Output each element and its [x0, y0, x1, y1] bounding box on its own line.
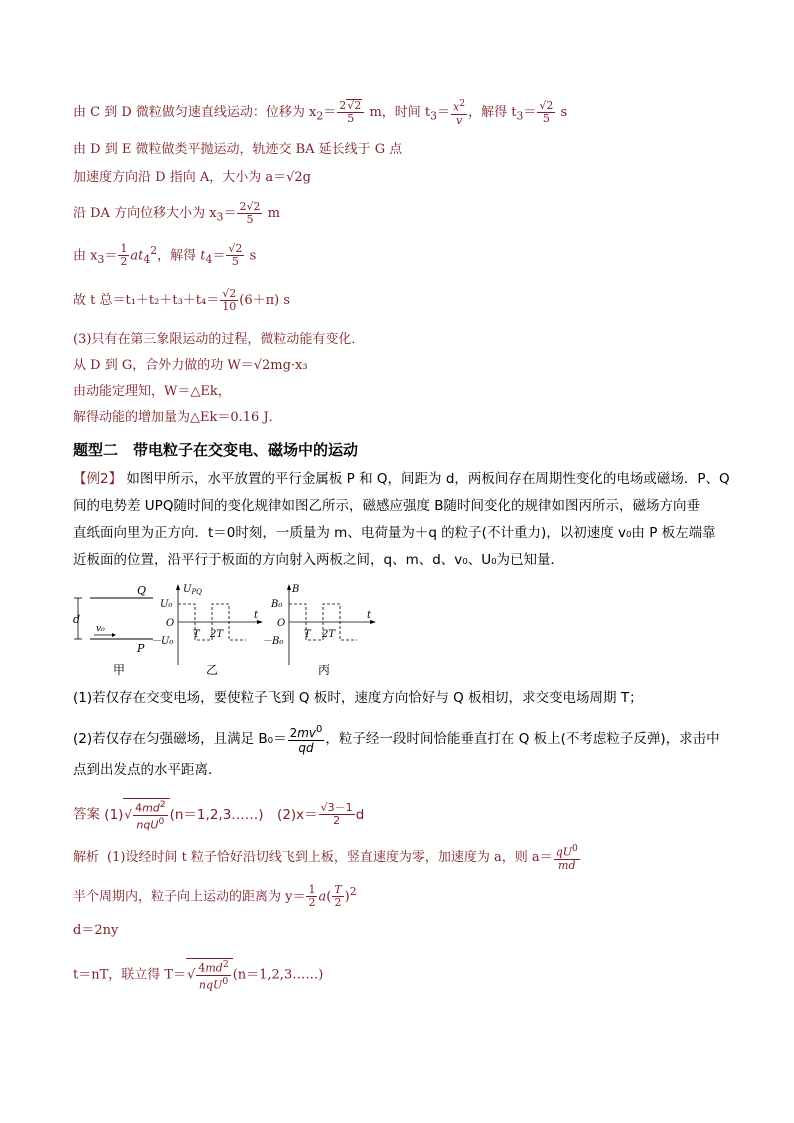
example-tag: 【例2】 — [73, 471, 123, 487]
figures — [68, 580, 388, 682]
section-title: 题型二 带电粒子在交变电、磁场中的运动 — [73, 441, 359, 459]
solution-line-2: 由 D 到 E 微粒做类平抛运动，轨迹交 BA 延长线于 G 点 — [73, 142, 403, 157]
answer-label: 答案 — [73, 806, 100, 823]
solution-line-9: 由动能定理知，W＝△Ek， — [73, 384, 231, 399]
label-jia: 甲 — [113, 663, 126, 677]
analysis-label: 解析 — [73, 849, 100, 865]
label-yi: 乙 — [206, 663, 219, 677]
analysis-line-1: 解析 (1)设经时间 t 粒子恰好沿切线飞到上板，竖直速度为零，加速度为 a，则 a＝ $\frac{qU^0}{md}$ — [73, 843, 578, 872]
solution-line-8: 从 D 到 G，合外力做的功 W＝√2mg·x₃ — [73, 358, 308, 373]
analysis-line-3: d＝2ny — [73, 923, 119, 938]
question-1: (1)若仅存在交变电场，要使粒子飞到 Q 板时，速度方向恰好与 Q 板相切，求交变电场周期 T； — [73, 690, 643, 706]
label-t-yi: t — [254, 610, 259, 621]
solution-line-5: 由 $x_3=$ $\frac{1}{2}$ $at_4^2$，解得 $t_4=$ $\frac{√2}{5}$ s — [73, 242, 257, 269]
label-B: B — [292, 584, 300, 595]
label-O-bing: O — [277, 618, 286, 629]
label-negU0: －U₀ — [151, 636, 174, 647]
label-B0: B₀ — [271, 599, 283, 610]
figure-jia — [73, 584, 153, 677]
label-v0: v₀ — [96, 624, 105, 634]
analysis-line-4: t＝nT，联立得 T＝√ $\frac{4md^2}{nqU^0}$ (n＝1,2,3……) — [73, 959, 324, 992]
label-2T-yi: 2T — [210, 629, 224, 640]
label-O-yi: O — [166, 618, 175, 629]
figure-bing — [262, 584, 376, 677]
solution-line-1: 由 C 到 D 微粒做匀速直线运动：位移为 $x_2=$ $\frac{2√2}{5}$ m，时间 $t_3=$ $\frac{x^2}{v}$ ，解得 $t_3=$ $\frac{√2}{5}$ s — [73, 98, 568, 127]
label-2T-bing: 2T — [322, 629, 336, 640]
label-P: P — [137, 642, 145, 655]
question-2: (2)若仅存在匀强磁场，且满足 B₀＝ $\frac{2mv^0}{qd}$ ，粒子经一段时间恰能垂直打在 Q 板上(不考虑粒子反弹)，求击中 — [73, 724, 720, 755]
solution-line-7: (3)只有在第三象限运动的过程，微粒动能有变化． — [73, 332, 365, 347]
label-U0: U₀ — [160, 599, 173, 610]
answer-line: 答案 (1)√ $\frac{4md^2}{nqU^0}$ (n＝1,2,3……) (2)x＝ $\frac{√3-1}{2}$ d — [73, 799, 365, 832]
example-line-3: 直纸面向里为正方向．t＝0时刻，一质量为 m、电荷量为＋q 的粒子(不计重力)，以初速度 v₀由 P 板左端靠 — [73, 525, 716, 541]
figure-yi — [151, 584, 263, 677]
example-line-4: 近板面的位置，沿平行于板面的方向射入两板之间，q、m、d、v₀、U₀为已知量． — [73, 552, 564, 568]
example-line-1: 【例2】 如图甲所示，水平放置的平行金属板 P 和 Q，间距为 d，两板间存在周期性变化的电场或磁场．P、Q — [73, 471, 730, 487]
solution-line-4: 沿 DA 方向位移大小为 $x_3=$ $\frac{2√2}{5}$ m — [73, 200, 280, 226]
label-negB0: －B₀ — [262, 636, 284, 647]
label-bing: 丙 — [318, 663, 331, 677]
label-T-bing: T — [304, 629, 311, 640]
solution-line-6: 故 t 总＝t₁＋t₂＋t₃＋t₄＝ $\frac{√2}{10}$ (6＋π) s — [73, 287, 291, 313]
solution-line-10: 解得动能的增加量为△Ek＝0.16 J． — [73, 410, 282, 425]
question-2-cont: 点到出发点的水平距离． — [73, 762, 222, 778]
example-line-2: 间的电势差 UPQ随时间的变化规律如图乙所示，磁感应强度 B随时间变化的规律如图丙所示，磁场方向垂 — [73, 498, 700, 514]
label-t-bing: t — [367, 610, 372, 621]
label-UPQ: $U_{PQ}$ — [183, 584, 202, 596]
label-T-yi: T — [193, 629, 200, 640]
label-Q: Q — [137, 584, 147, 597]
solution-line-3: 加速度方向沿 D 指向 A，大小为 a＝√2g — [73, 170, 311, 185]
label-d: d — [73, 613, 81, 626]
analysis-line-2: 半个周期内，粒子向上运动的距离为 y＝ $\frac{1}{2}$ a( $\frac{T}{2}$ )$^2$ — [73, 883, 357, 910]
